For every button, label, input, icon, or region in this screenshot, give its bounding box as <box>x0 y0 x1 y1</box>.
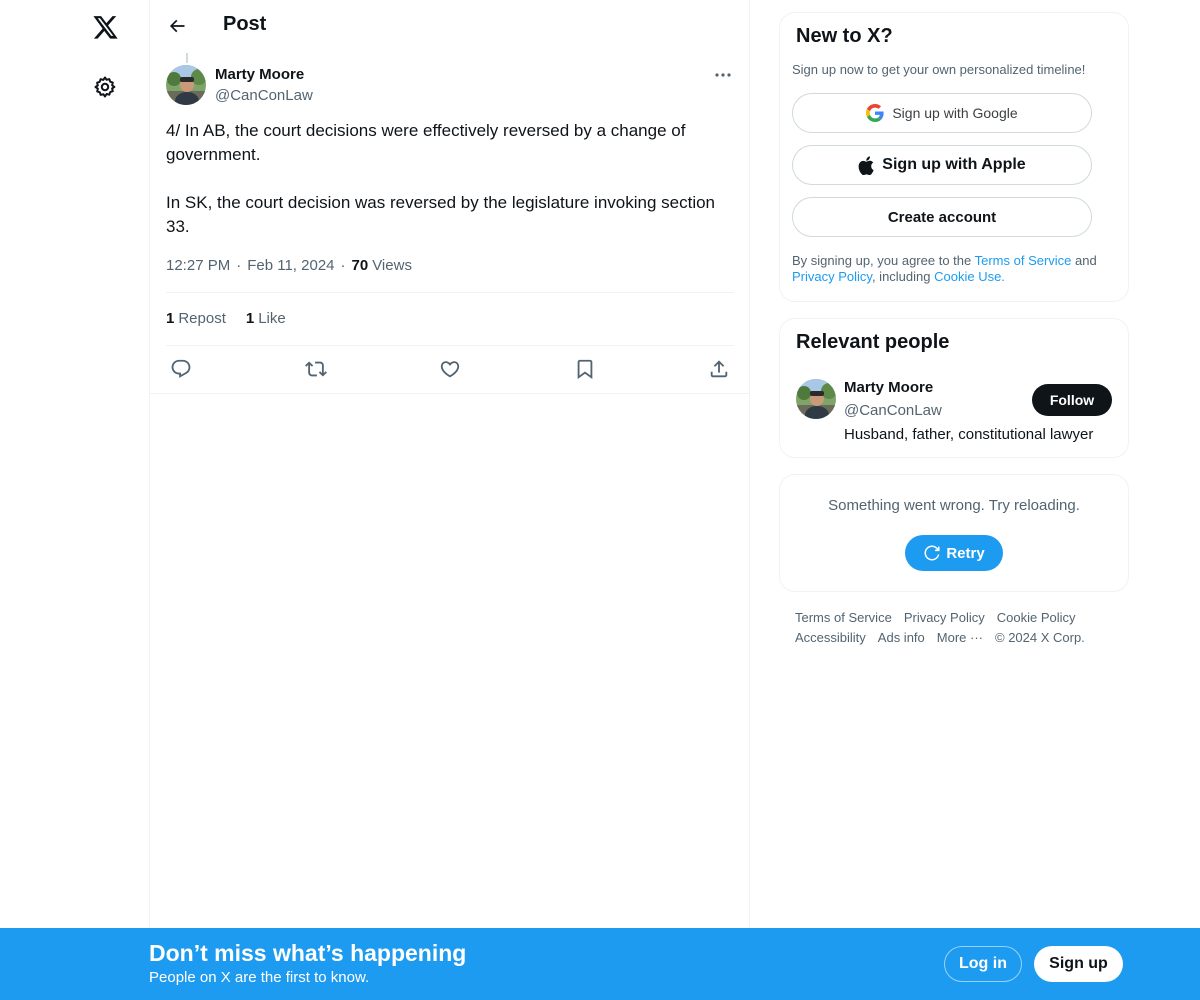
divider <box>150 393 750 394</box>
reposts-label: Repost <box>178 310 226 327</box>
share-icon[interactable] <box>704 355 734 383</box>
left-nav <box>0 0 150 1000</box>
relevant-people-title: Relevant people <box>796 331 950 353</box>
signup-subtitle: Sign up now to get your own personalized timeline! <box>792 62 1086 77</box>
banner-subtitle: People on X are the first to know. <box>149 969 370 986</box>
terms-text: By signing up, you agree to the <box>792 253 975 268</box>
signup-button[interactable]: Sign up <box>1034 946 1123 982</box>
post-date[interactable]: Feb 11, 2024 <box>247 257 335 274</box>
divider <box>166 345 734 346</box>
avatar[interactable] <box>166 65 206 105</box>
likes-stat[interactable] <box>246 310 286 327</box>
views-label: Views <box>372 257 412 274</box>
repost-icon[interactable] <box>301 355 331 383</box>
x-logo-icon[interactable] <box>85 8 125 48</box>
create-account-button[interactable]: Create account <box>792 197 1092 237</box>
google-signup-button[interactable] <box>792 93 1092 133</box>
person-handle[interactable]: @CanConLaw <box>844 402 942 419</box>
signup-terms <box>792 253 1122 285</box>
terms-text: , including <box>871 269 935 284</box>
signup-card <box>779 12 1129 302</box>
footer-terms-link[interactable]: Terms of Service <box>795 610 892 625</box>
post-meta <box>166 257 412 274</box>
post-stats <box>166 310 306 327</box>
reply-icon[interactable] <box>166 355 196 383</box>
relevant-people-card <box>779 318 1129 458</box>
page-header <box>150 0 750 53</box>
retry-button[interactable] <box>905 535 1003 571</box>
login-button[interactable]: Log in <box>944 946 1022 982</box>
error-message: Something went wrong. Try reloading. <box>828 497 1080 514</box>
like-icon[interactable] <box>435 355 465 383</box>
apple-signup-label: Sign up with Apple <box>882 156 1026 173</box>
follow-button[interactable]: Follow <box>1032 384 1112 416</box>
author-handle[interactable]: @CanConLaw <box>215 87 313 104</box>
separator: · <box>236 257 242 274</box>
terms-text: and <box>1071 253 1097 268</box>
likes-count: 1 <box>245 310 255 327</box>
views-count: 70 <box>351 257 369 274</box>
avatar[interactable] <box>796 379 836 419</box>
bookmark-icon[interactable] <box>570 355 600 383</box>
author-name[interactable]: Marty Moore <box>215 66 305 83</box>
google-signup-label: Sign up with Google <box>892 105 1018 121</box>
person-name[interactable]: Marty Moore <box>844 379 934 396</box>
divider <box>166 292 734 293</box>
footer-more-link[interactable]: More ··· <box>936 630 983 645</box>
arrow-left-icon[interactable] <box>160 9 194 43</box>
gear-icon[interactable] <box>85 67 125 107</box>
footer-ads-link[interactable]: Ads info <box>877 630 925 645</box>
person-bio: Husband, father, constitutional lawyer <box>844 426 1094 443</box>
footer-privacy-link[interactable]: Privacy Policy <box>903 610 985 625</box>
reposts-stat[interactable] <box>166 310 226 327</box>
thread-connector <box>186 53 188 63</box>
banner-title: Don’t miss what’s happening <box>149 940 467 966</box>
reposts-count: 1 <box>166 310 175 327</box>
likes-label: Like <box>258 310 286 327</box>
error-card <box>779 474 1129 592</box>
google-icon <box>866 104 884 122</box>
retry-label: Retry <box>946 544 985 562</box>
footer-cookie-link[interactable]: Cookie Policy <box>996 610 1076 625</box>
footer-links <box>795 608 1115 648</box>
terms-link[interactable]: Terms of Service <box>974 253 1072 268</box>
page-title: Post <box>223 13 267 35</box>
post-time[interactable]: 12:27 PM <box>166 257 231 274</box>
post-paragraph: In SK, the court decision was reversed by the legislature invoking section 33. <box>166 193 716 236</box>
main-column <box>149 0 750 1000</box>
separator: · <box>340 257 346 274</box>
cookie-link[interactable]: Cookie Use. <box>934 269 1005 284</box>
refresh-icon <box>923 544 941 562</box>
apple-signup-button[interactable] <box>792 145 1092 185</box>
post-paragraph: 4/ In AB, the court decisions were effectively reversed by a change of government. <box>166 121 686 164</box>
apple-icon <box>858 156 874 175</box>
privacy-link[interactable]: Privacy Policy <box>792 269 872 284</box>
signup-card-title: New to X? <box>796 25 893 47</box>
post-actions <box>166 355 734 383</box>
footer-copyright: © 2024 X Corp. <box>995 630 1085 645</box>
post-text <box>166 119 736 239</box>
footer-accessibility-link[interactable]: Accessibility <box>795 630 866 645</box>
more-options-icon[interactable] <box>708 62 738 88</box>
